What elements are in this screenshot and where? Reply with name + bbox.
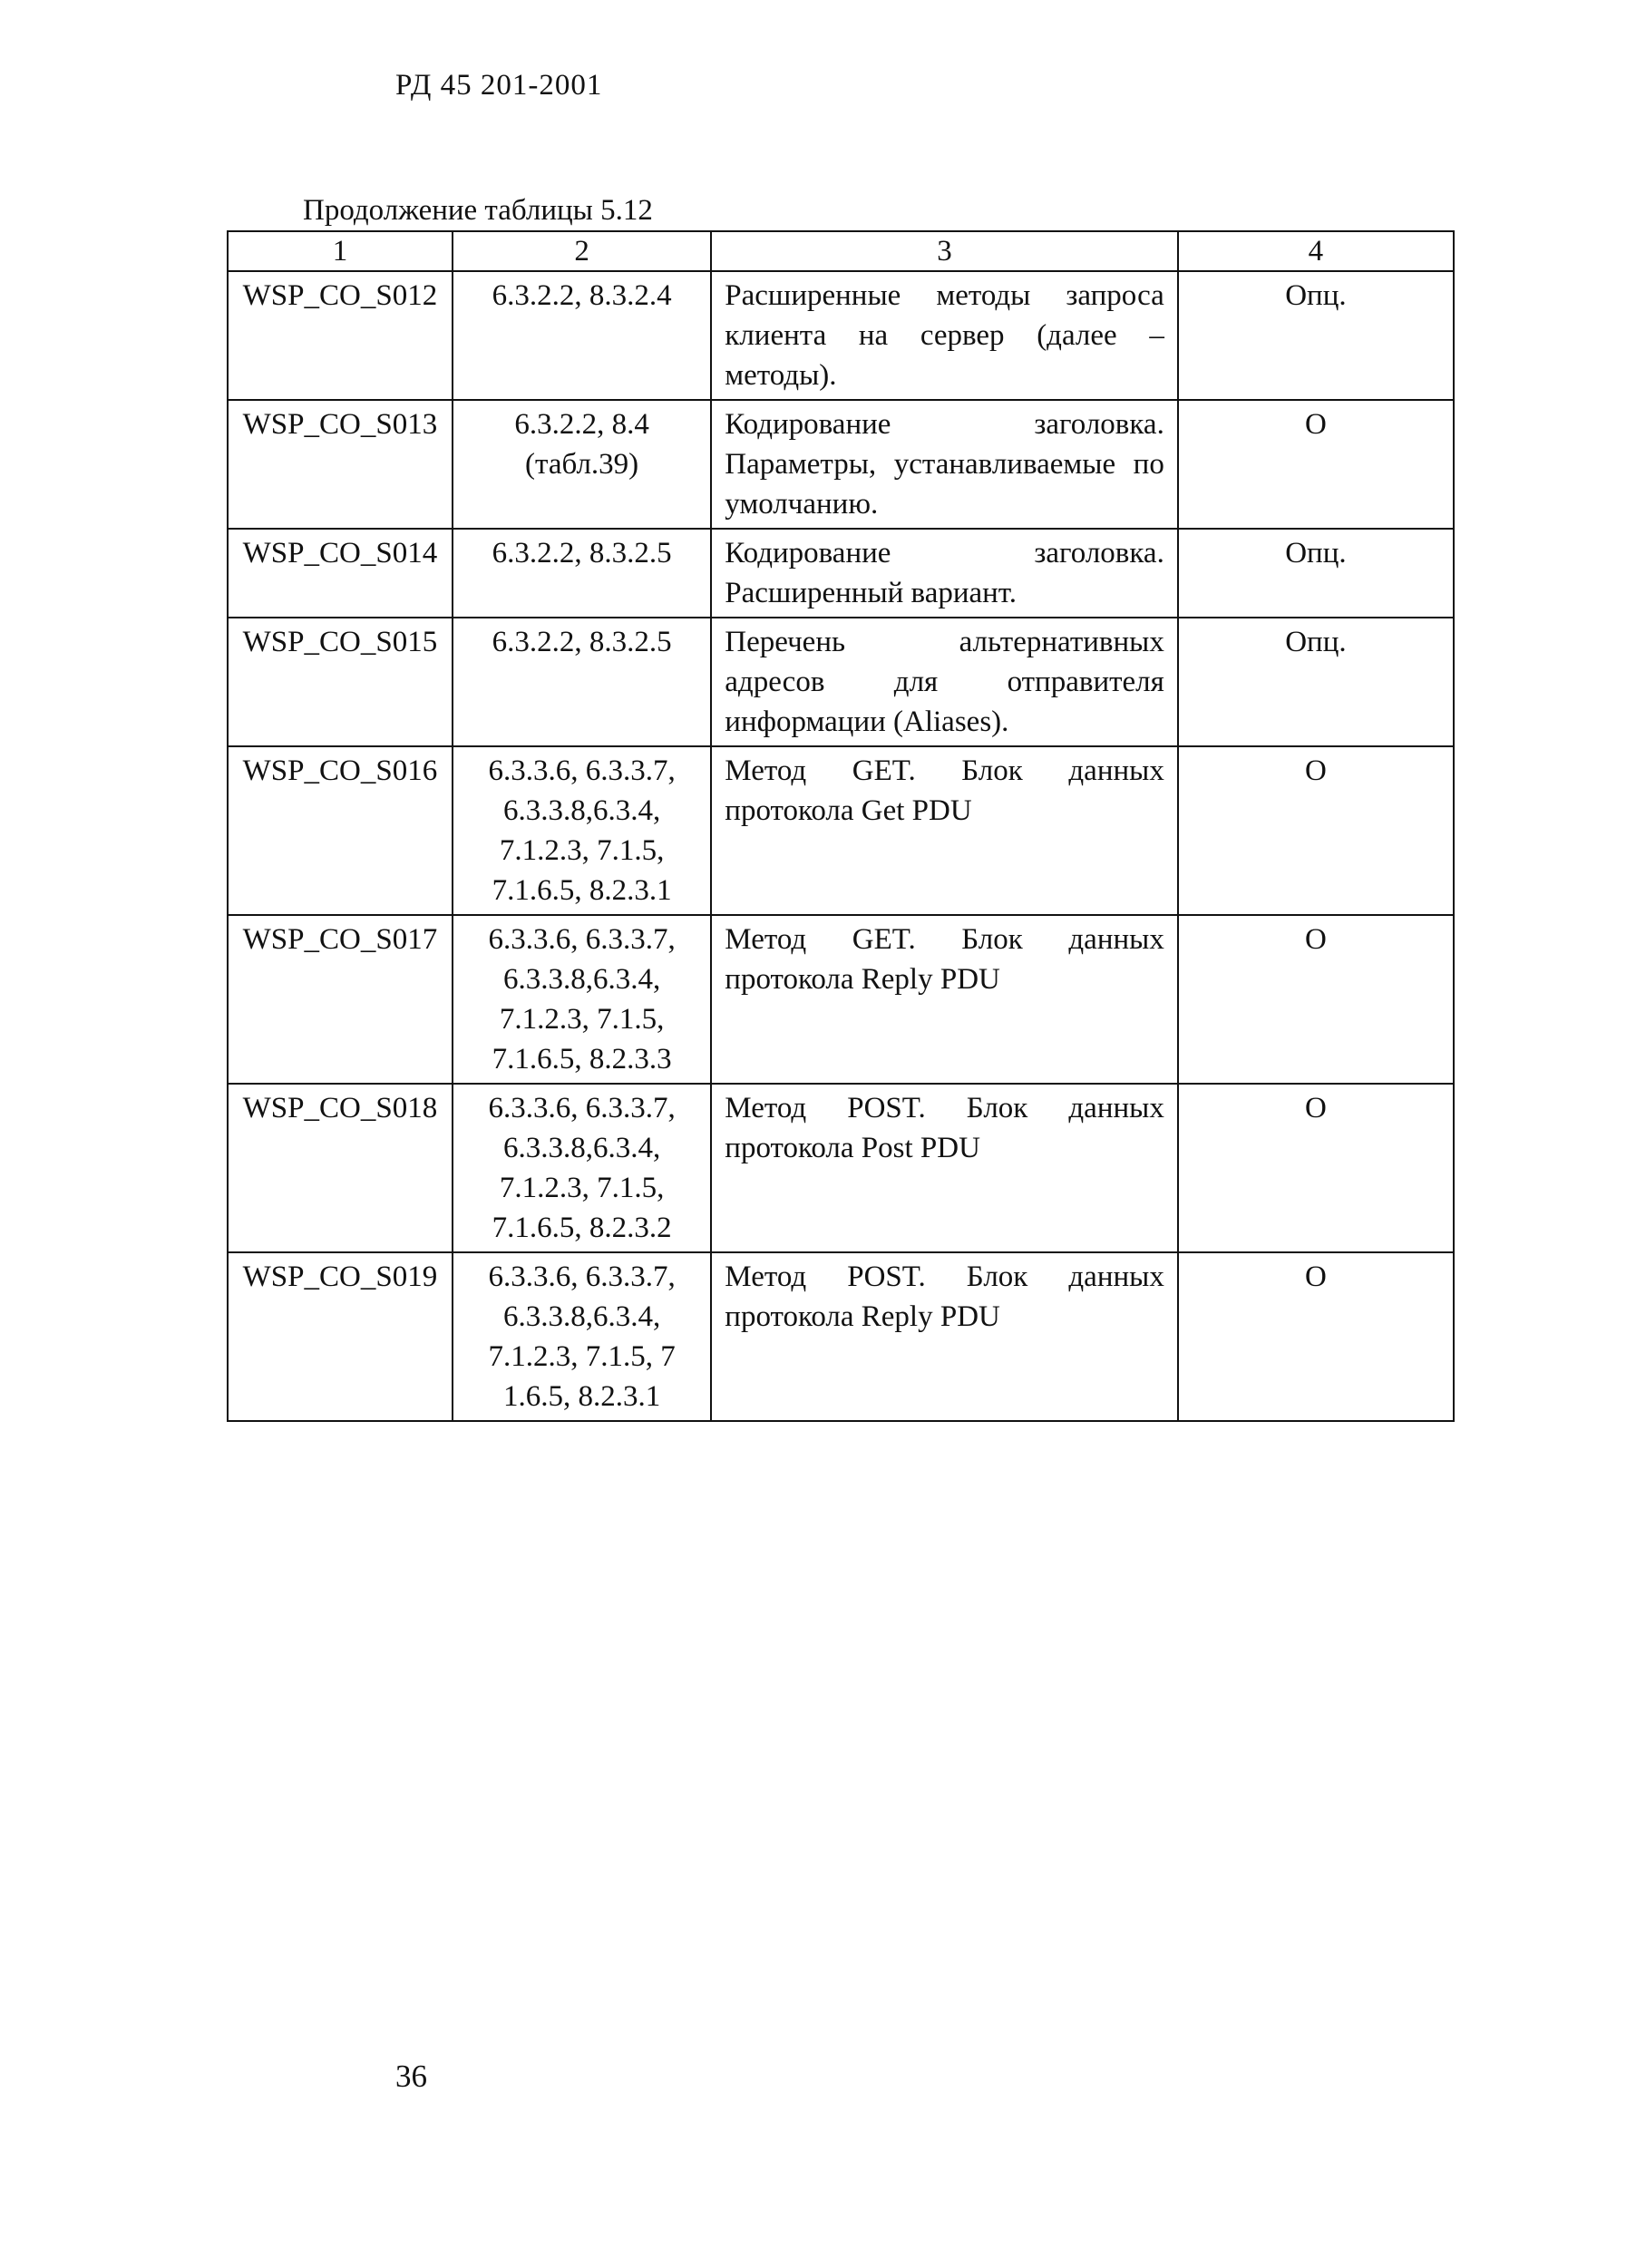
- table-header-row: [228, 231, 1454, 271]
- row-id-cell: WSP_CO_S015: [228, 618, 453, 746]
- column-header-1: 1: [228, 231, 453, 271]
- column-header-4: 4: [1178, 231, 1454, 271]
- table-row: [228, 271, 1454, 400]
- row-id-cell: WSP_CO_S017: [228, 915, 453, 1084]
- row-description-cell: Метод POST. Блок данных протокола Post PDU: [711, 1084, 1178, 1252]
- row-reference-cell: 6.3.3.6, 6.3.3.7, 6.3.3.8,6.3.4, 7.1.2.3, 7.1.5, 7.1.6.5, 8.2.3.2: [453, 1084, 711, 1252]
- row-description-cell: Метод GET. Блок данных протокола Get PDU: [711, 746, 1178, 915]
- column-header-3: 3: [711, 231, 1178, 271]
- row-reference-cell: 6.3.3.6, 6.3.3.7, 6.3.3.8,6.3.4, 7.1.2.3, 7.1.5, 7.1.6.5, 8.2.3.3: [453, 915, 711, 1084]
- table-row: [228, 1084, 1454, 1252]
- table-row: [228, 618, 1454, 746]
- row-status-cell: О: [1178, 1252, 1454, 1421]
- table-row: [228, 400, 1454, 529]
- row-id-cell: WSP_CO_S012: [228, 271, 453, 400]
- row-status-cell: О: [1178, 1084, 1454, 1252]
- column-header-2: 2: [453, 231, 711, 271]
- row-status-cell: Опц.: [1178, 271, 1454, 400]
- table-row: [228, 1252, 1454, 1421]
- row-id-cell: WSP_CO_S019: [228, 1252, 453, 1421]
- row-description-cell: Кодирование заголовка. Расширенный вариант.: [711, 529, 1178, 618]
- row-reference-cell: 6.3.2.2, 8.3.2.5: [453, 618, 711, 746]
- row-id-cell: WSP_CO_S018: [228, 1084, 453, 1252]
- row-id-cell: WSP_CO_S013: [228, 400, 453, 529]
- row-status-cell: О: [1178, 400, 1454, 529]
- row-reference-cell: 6.3.3.6, 6.3.3.7, 6.3.3.8,6.3.4, 7.1.2.3, 7.1.5, 7 1.6.5, 8.2.3.1: [453, 1252, 711, 1421]
- table-row: [228, 746, 1454, 915]
- row-description-cell: Расширенные методы запроса клиента на сервер (далее – методы).: [711, 271, 1178, 400]
- document-code: РД 45 201-2001: [395, 69, 603, 102]
- row-status-cell: Опц.: [1178, 529, 1454, 618]
- row-status-cell: О: [1178, 915, 1454, 1084]
- row-description-cell: Кодирование заголовка. Параметры, устанавливаемые по умолчанию.: [711, 400, 1178, 529]
- row-description-cell: Перечень альтернативных адресов для отправителя информации (Aliases).: [711, 618, 1178, 746]
- row-status-cell: Опц.: [1178, 618, 1454, 746]
- row-id-cell: WSP_CO_S014: [228, 529, 453, 618]
- page-number: 36: [395, 2059, 427, 2094]
- row-reference-cell: 6.3.2.2, 8.3.2.5: [453, 529, 711, 618]
- row-status-cell: О: [1178, 746, 1454, 915]
- row-reference-cell: 6.3.2.2, 8.4 (табл.39): [453, 400, 711, 529]
- table-row: [228, 915, 1454, 1084]
- row-reference-cell: 6.3.3.6, 6.3.3.7, 6.3.3.8,6.3.4, 7.1.2.3, 7.1.5, 7.1.6.5, 8.2.3.1: [453, 746, 711, 915]
- table-row: [228, 529, 1454, 618]
- row-reference-cell: 6.3.2.2, 8.3.2.4: [453, 271, 711, 400]
- row-description-cell: Метод POST. Блок данных протокола Reply PDU: [711, 1252, 1178, 1421]
- table-caption: Продолжение таблицы 5.12: [303, 194, 653, 227]
- requirements-table: [227, 230, 1455, 1422]
- row-id-cell: WSP_CO_S016: [228, 746, 453, 915]
- row-description-cell: Метод GET. Блок данных протокола Reply PDU: [711, 915, 1178, 1084]
